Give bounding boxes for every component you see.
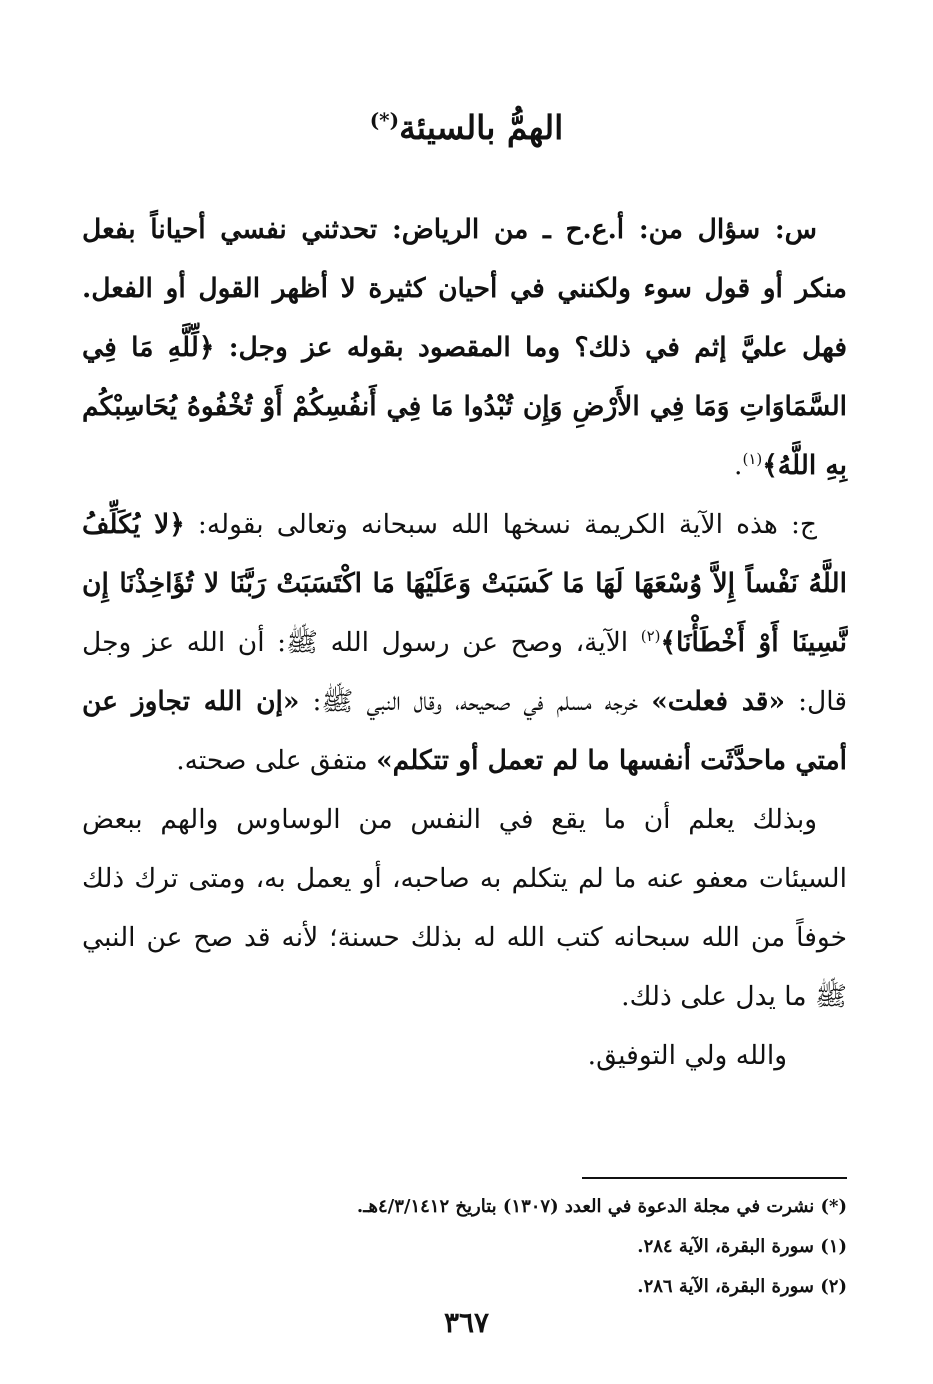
answer-after-verse: الآية، وصح عن رسول الله ﷺ: أن الله عز وجل قال: (82, 627, 847, 717)
signoff-line: والله ولي التوفيق. (587, 1040, 787, 1071)
footnote-divider (582, 1177, 847, 1179)
page-number: ٣٦٧ (443, 1306, 490, 1339)
hadith-quote-1: «قد فعلت» (651, 686, 786, 717)
footnote-star: (*) نشرت في مجلة الدعوة في العدد (١٣٠٧) بتاريخ ٤/٣/١٤١٢هـ. (356, 1196, 847, 1217)
article-body (82, 200, 847, 1085)
title-footnote-mark: (*) (369, 108, 400, 132)
quran-verse-2: ﴿لا يُكَلِّفُ اللَّهُ نَفْساً إِلاَّ وُسْعَهَا لَهَا مَا كَسَبَتْ وَعَلَيْهَا مَا اكْتَسَبَتْ رَبَّنَا لا تُؤَاخِذْنَا إِن نَّسِينَا أَوْ أَخْطَأْنَا﴾ (82, 509, 847, 658)
footnote-2: (٢) سورة البقرة، الآية ٢٨٦. (637, 1276, 847, 1297)
question-paragraph (82, 200, 847, 495)
quran-verse-1: ﴿لِّلَّهِ مَا فِي السَّمَاوَاتِ وَمَا فِي الأَرْضِ وَإِن تُبْدُوا مَا فِي أَنفُسِكُمْ أَوْ تُخْفُوهُ يُحَاسِبْكُم بِهِ اللَّهُ﴾ (82, 332, 847, 481)
answer-prefix: ج: هذه الآية الكريمة نسخها الله سبحانه وتعالى بقوله: (184, 509, 817, 540)
page-title (0, 100, 933, 156)
footnotes (82, 1187, 847, 1307)
footnote-ref-1: (١) (742, 450, 763, 469)
footnote-ref-2: (٢) (640, 627, 661, 646)
conclusion-paragraph: وبذلك يعلم أن ما يقع في النفس من الوساوس والهم ببعض السيئات معفو عنه ما لم يتكلم به صاحبه، أو يعمل به، ومتى ترك ذلك خوفاً من الله سبحانه كتب الله له بذلك حسنة؛ لأنه قد صح عن النبي ﷺ ما يدل على ذلك. (82, 804, 847, 1012)
question-text: تحدثني نفسي أحياناً بفعل منكر أو قول سوء ولكنني في أحيان كثيرة لا أظهر القول أو الفعل. فهل عليَّ إثم في ذلك؟ وما المقصود بقوله عز وجل: (82, 214, 848, 363)
answer-paragraph (82, 495, 847, 790)
title-text: الهمُّ بالسيئة (399, 108, 564, 147)
question-end: . (734, 450, 743, 481)
footnote-1: (١) سورة البقرة، الآية ٢٨٤. (637, 1236, 847, 1257)
question-prefix: س: سؤال من: أ.ع.ح ـ من الرياض: (377, 214, 817, 245)
answer-after-quote2: متفق على صحته. (176, 745, 377, 776)
hadith-quote-2: «إن الله تجاوز عن أمتي ماحدَّثَت أنفسها ما لم تعمل أو تتكلم» (82, 686, 847, 776)
answer-after-quote1: خرجه مسلم في صحيحه، وقال النبي ﷺ: (299, 686, 652, 717)
